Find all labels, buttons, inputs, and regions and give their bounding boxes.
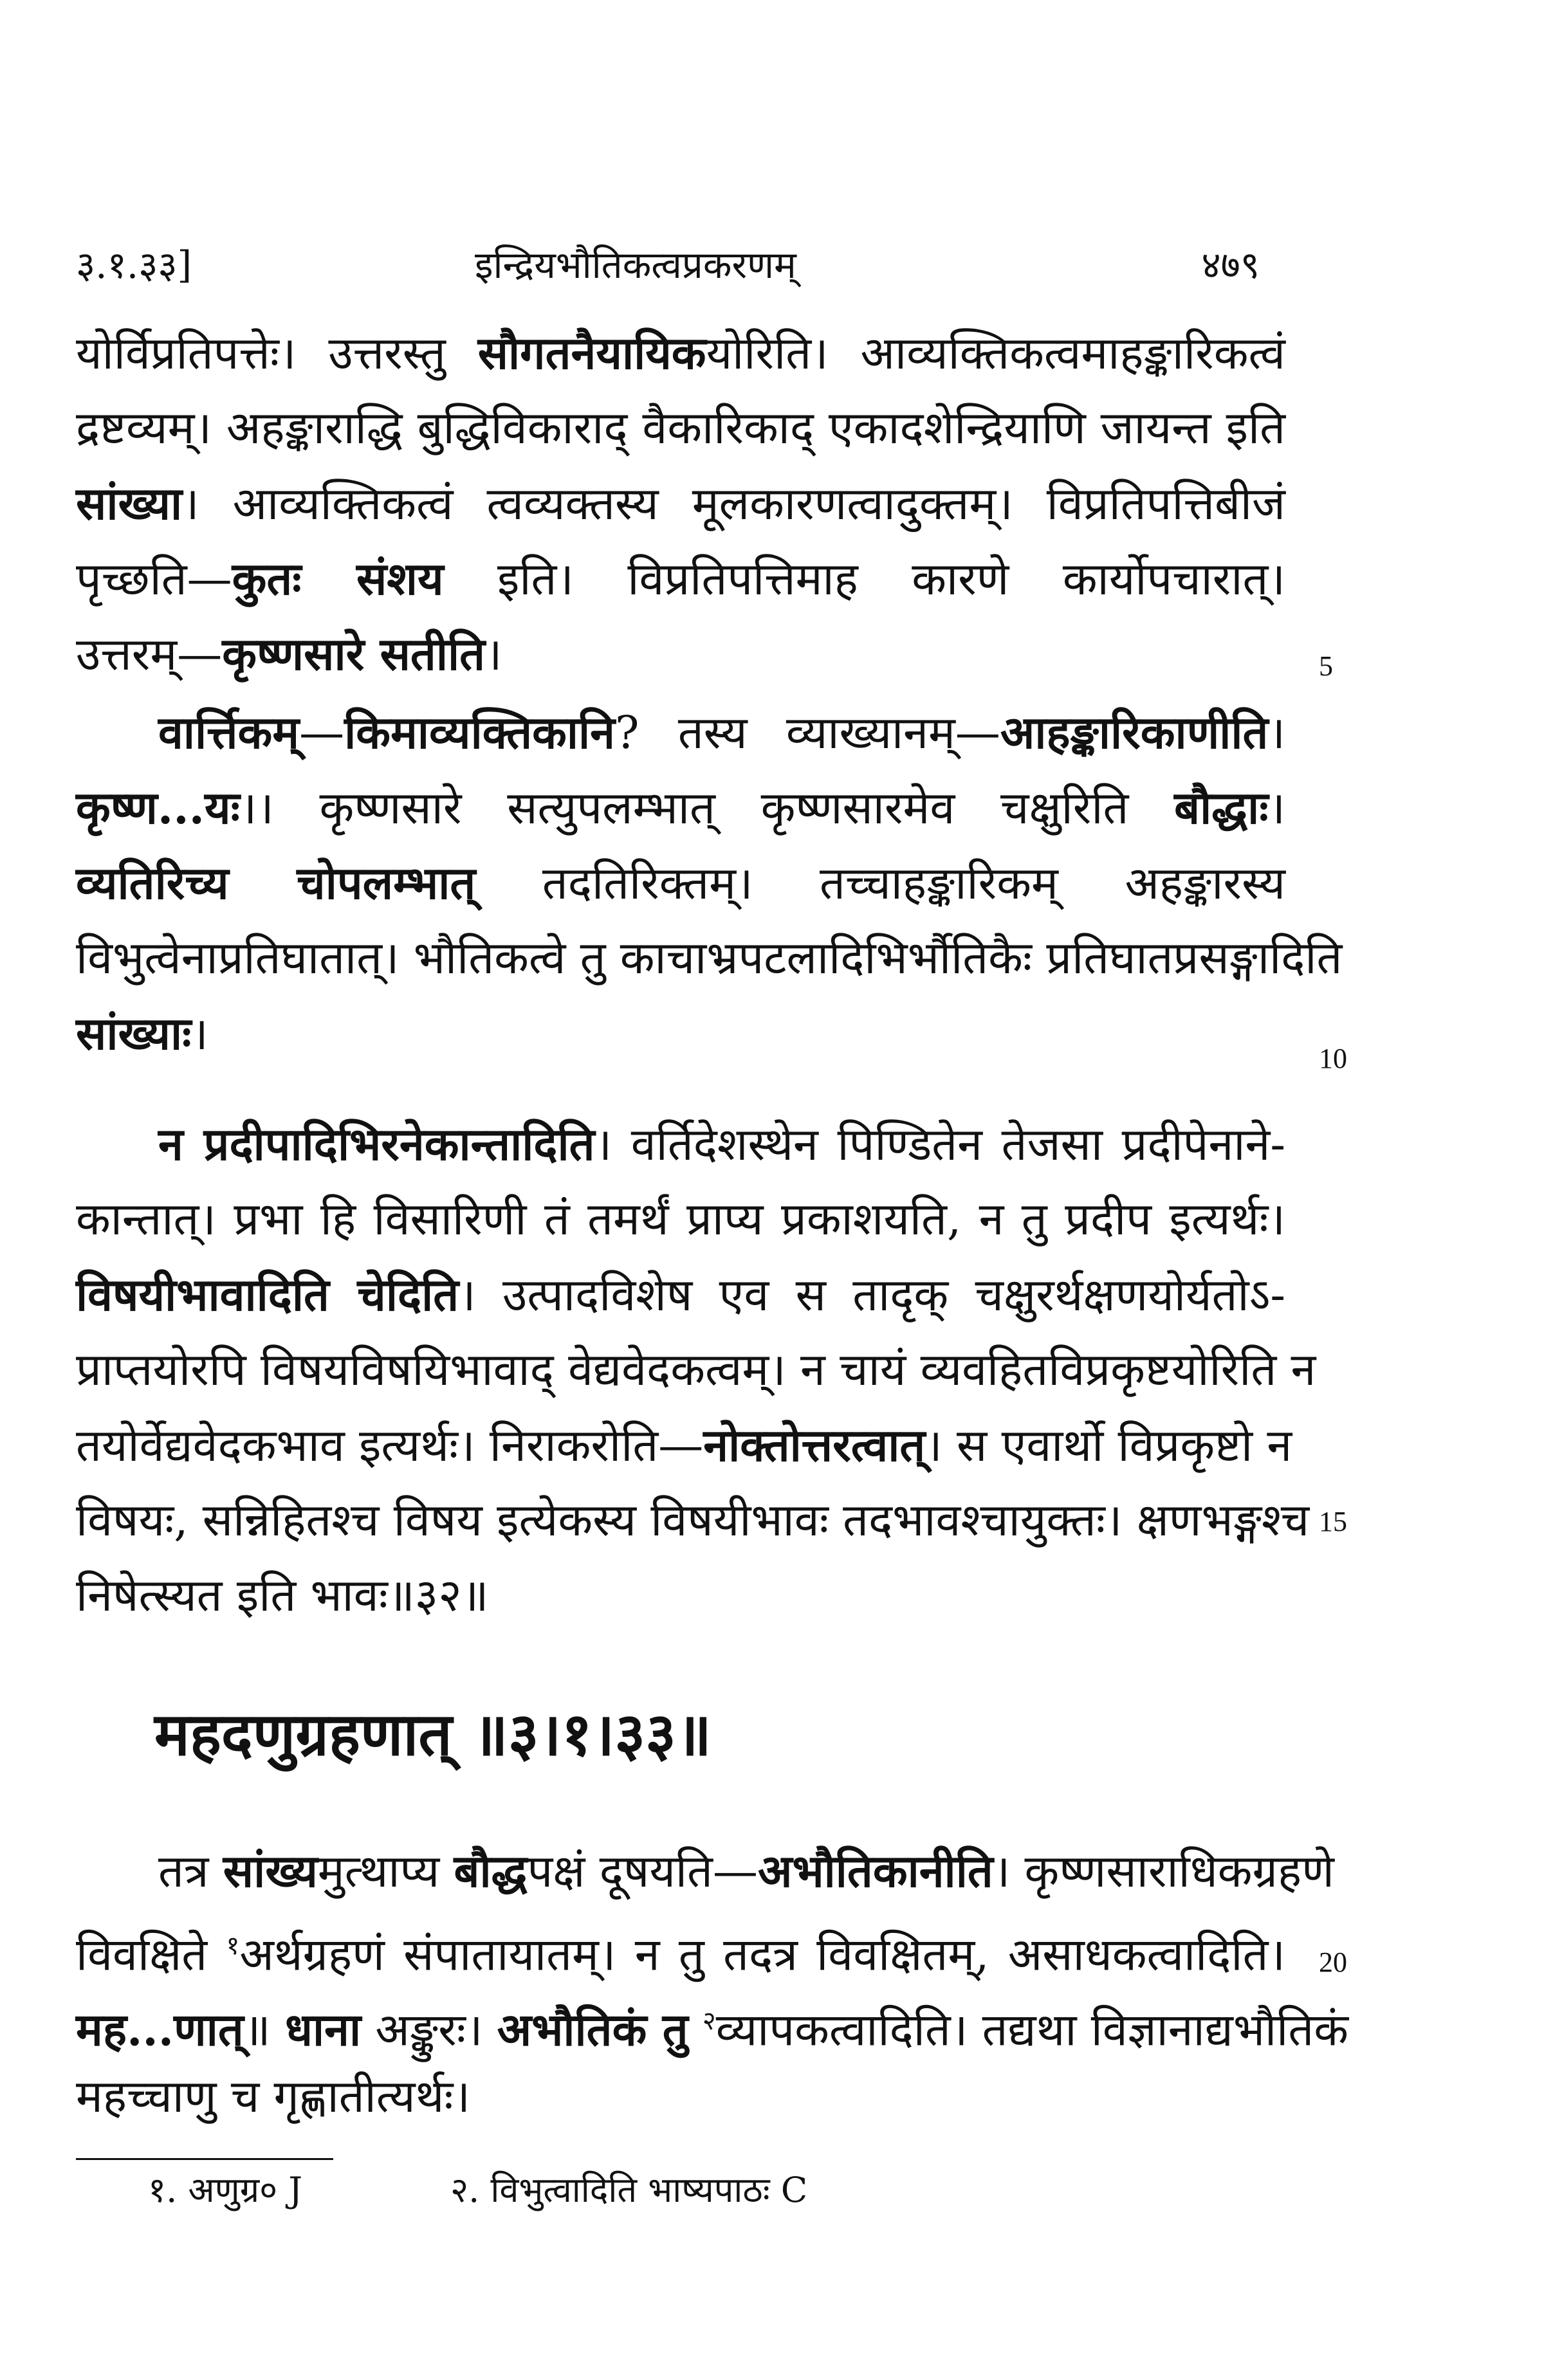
footnote-rule bbox=[76, 2158, 333, 2160]
text-run: मुत्थाप्य bbox=[317, 1845, 454, 1898]
running-header bbox=[76, 238, 1260, 296]
text-run: विवक्षिते bbox=[76, 1928, 226, 1981]
text-run: तदतिरिक्तम्। तच्चाहङ्कारिकम् अहङ्कारस्य bbox=[475, 857, 1285, 910]
sutra-heading: महदणुग्रहणात् ॥३।१।३३॥ bbox=[154, 1699, 712, 1769]
chapter-title: इन्द्रियभौतिकत्वप्रकरणम् bbox=[475, 243, 796, 287]
text-line bbox=[76, 1909, 1285, 1984]
footnote-marker: १ bbox=[226, 1931, 240, 1961]
text-run: इति। विप्रतिपत्तिमाह कारणे कार्योपचारात्। bbox=[443, 553, 1285, 605]
text-run bbox=[688, 2003, 703, 2056]
text-run: । bbox=[191, 1007, 208, 1060]
bold-term: किमाव्यक्तिकानि bbox=[344, 706, 616, 759]
text-line bbox=[76, 1182, 1285, 1257]
text-run: । स एवार्थो विप्रकृष्टो न bbox=[925, 1419, 1292, 1472]
text-run: । कृष्णसाराधिकग्रहणे bbox=[993, 1845, 1334, 1898]
bold-term: सांख्य bbox=[223, 1844, 318, 1898]
bold-term: बौद्ध bbox=[454, 1844, 528, 1898]
bold-term: मह...णात् bbox=[76, 2002, 244, 2056]
text-run: योर्विप्रतिपत्तेः। उत्तरस्तु bbox=[76, 327, 478, 380]
text-run: विषयः, सन्निहितश्च विषय इत्येकस्य विषयीभावः तदभावश्चायुक्तः। क्षणभङ्गश्च bbox=[76, 1494, 1310, 1546]
text-run: ।। कृष्णसारे सत्युपलम्भात् कृष्णसारमेव चक्षुरिति bbox=[239, 782, 1175, 834]
bold-term: विषयीभावादिति चेदिति bbox=[76, 1268, 459, 1321]
text-line bbox=[76, 1833, 1334, 1909]
footnote-marker: २ bbox=[702, 2006, 716, 2036]
text-run: योरिति। आव्यक्तिकत्वमाहङ्कारिकत्वं bbox=[706, 327, 1285, 380]
text-run: उत्तरम्— bbox=[76, 628, 223, 681]
bold-term: धाना bbox=[284, 2002, 362, 2056]
section-reference: ३.१.३३] bbox=[76, 243, 192, 287]
bold-term: आहङ्कारिकाणीति bbox=[1000, 706, 1269, 759]
text-line bbox=[76, 920, 1343, 996]
bold-term: अभौतिकानीति bbox=[757, 1844, 993, 1898]
bold-term: सांख्या bbox=[76, 477, 183, 530]
text-run: — bbox=[299, 706, 345, 759]
bold-term: सौगतनैयायिक bbox=[477, 326, 706, 380]
text-line bbox=[76, 1257, 1285, 1332]
bold-term: व्यतिरिच्य चोपलम्भात् bbox=[76, 856, 476, 910]
bold-term: कुतः संशय bbox=[232, 552, 444, 605]
text-run: प्राप्तयोरपि विषयविषयिभावाद् वेद्यवेदकत्वम्। न चायं व्यवहितविप्रकृष्टयोरिति न bbox=[76, 1343, 1316, 1396]
text-run: तयोर्वेद्यवेदकभाव इत्यर्थः। निराकरोति— bbox=[76, 1419, 704, 1472]
text-line bbox=[76, 616, 1285, 691]
text-run: अर्थग्रहणं संपातायातम्। न तु तदत्र विवक्षितम्, असाधकत्वादिति। bbox=[239, 1928, 1285, 1981]
text-run: । bbox=[1268, 782, 1285, 834]
text-run: । उत्पादविशेष एव स तादृक् चक्षुरर्थक्षणयोर्यतोऽ- bbox=[459, 1268, 1285, 1321]
footnote-1: १. अणुग्र० J bbox=[148, 2170, 303, 2210]
text-run: विभुत्वेनाप्रतिघातात्। भौतिकत्वे तु काचाभ्रपटलादिभिर्भौतिकैः प्रतिघातप्रसङ्गादिति bbox=[76, 931, 1343, 984]
text-run: महच्चाणु च गृह्णातीत्यर्थः। bbox=[76, 2070, 471, 2123]
text-run: । वर्तिदेशस्थेन पिण्डितेन तेजसा प्रदीपेनाने- bbox=[594, 1118, 1285, 1171]
bold-term: अभौतिकं तु bbox=[497, 2002, 688, 2056]
text-line bbox=[76, 1984, 1348, 2059]
page-number: ४७९ bbox=[1201, 243, 1260, 287]
text-line bbox=[76, 1106, 1285, 1182]
paragraph-1 bbox=[76, 315, 1285, 691]
text-run: निषेत्स्यत इति भावः॥३२॥ bbox=[76, 1569, 489, 1622]
text-line bbox=[76, 390, 1285, 466]
text-line bbox=[76, 996, 1285, 1071]
text-run: द्रष्टव्यम्। अहङ्काराद्धि बुद्धिविकाराद् वैकारिकाद् एकादशेन्द्रियाणि जायन्त इति bbox=[76, 401, 1285, 454]
line-number-20: 20 bbox=[1319, 1946, 1347, 1978]
paragraph-3 bbox=[76, 1106, 1316, 1633]
text-run: व्यापकत्वादिति। तद्यथा विज्ञानाद्यभौतिकं bbox=[715, 2003, 1348, 2056]
text-line bbox=[76, 541, 1285, 616]
text-run: । bbox=[484, 628, 502, 681]
text-run: । आव्यक्तिकत्वं त्वव्यक्तस्य मूलकारणत्वादुक्तम्। विप्रतिपत्तिबीजं bbox=[182, 477, 1285, 530]
text-line bbox=[76, 1558, 1285, 1633]
text-run: पक्षं दूषयति— bbox=[527, 1845, 758, 1898]
text-run: अङ्कुरः। bbox=[361, 2003, 497, 2056]
bold-term: बौद्धाः bbox=[1174, 781, 1269, 834]
text-line bbox=[76, 1407, 1292, 1483]
line-number-15: 15 bbox=[1319, 1506, 1347, 1537]
bold-term: कृष्ण...यः bbox=[76, 781, 240, 834]
line-number-5: 5 bbox=[1319, 650, 1333, 682]
text-run: पृच्छति— bbox=[76, 553, 232, 605]
text-line bbox=[76, 1483, 1310, 1558]
text-line bbox=[76, 1332, 1316, 1407]
bold-term: न प्रदीपादिभिरनेकान्तादिति bbox=[158, 1117, 595, 1171]
text-line bbox=[76, 466, 1285, 541]
text-line bbox=[76, 695, 1285, 770]
text-run: । bbox=[1268, 706, 1285, 759]
text-line bbox=[76, 770, 1285, 845]
bold-term: वार्त्तिकम् bbox=[158, 706, 300, 759]
text-line bbox=[76, 845, 1285, 920]
text-run: कान्तात्। प्रभा हि विसारिणी तं तमर्थं प्राप्य प्रकाशयति, न तु प्रदीप इत्यर्थः। bbox=[76, 1193, 1285, 1245]
text-run: ॥ bbox=[243, 2003, 285, 2056]
bold-term: नोक्तोत्तरत्वात् bbox=[703, 1418, 926, 1472]
text-run: ? तस्य व्याख्यानम्— bbox=[615, 706, 1000, 759]
text-line bbox=[76, 315, 1285, 390]
bold-term: कृष्णसारे सतीति bbox=[222, 627, 485, 681]
bold-term: सांख्याः bbox=[76, 1007, 192, 1060]
text-line bbox=[76, 2059, 1285, 2134]
text-run: तत्र bbox=[158, 1845, 223, 1898]
footnote-2: २. विभुत्वादिति भाष्यपाठः C bbox=[450, 2170, 808, 2210]
line-number-10: 10 bbox=[1319, 1043, 1347, 1074]
